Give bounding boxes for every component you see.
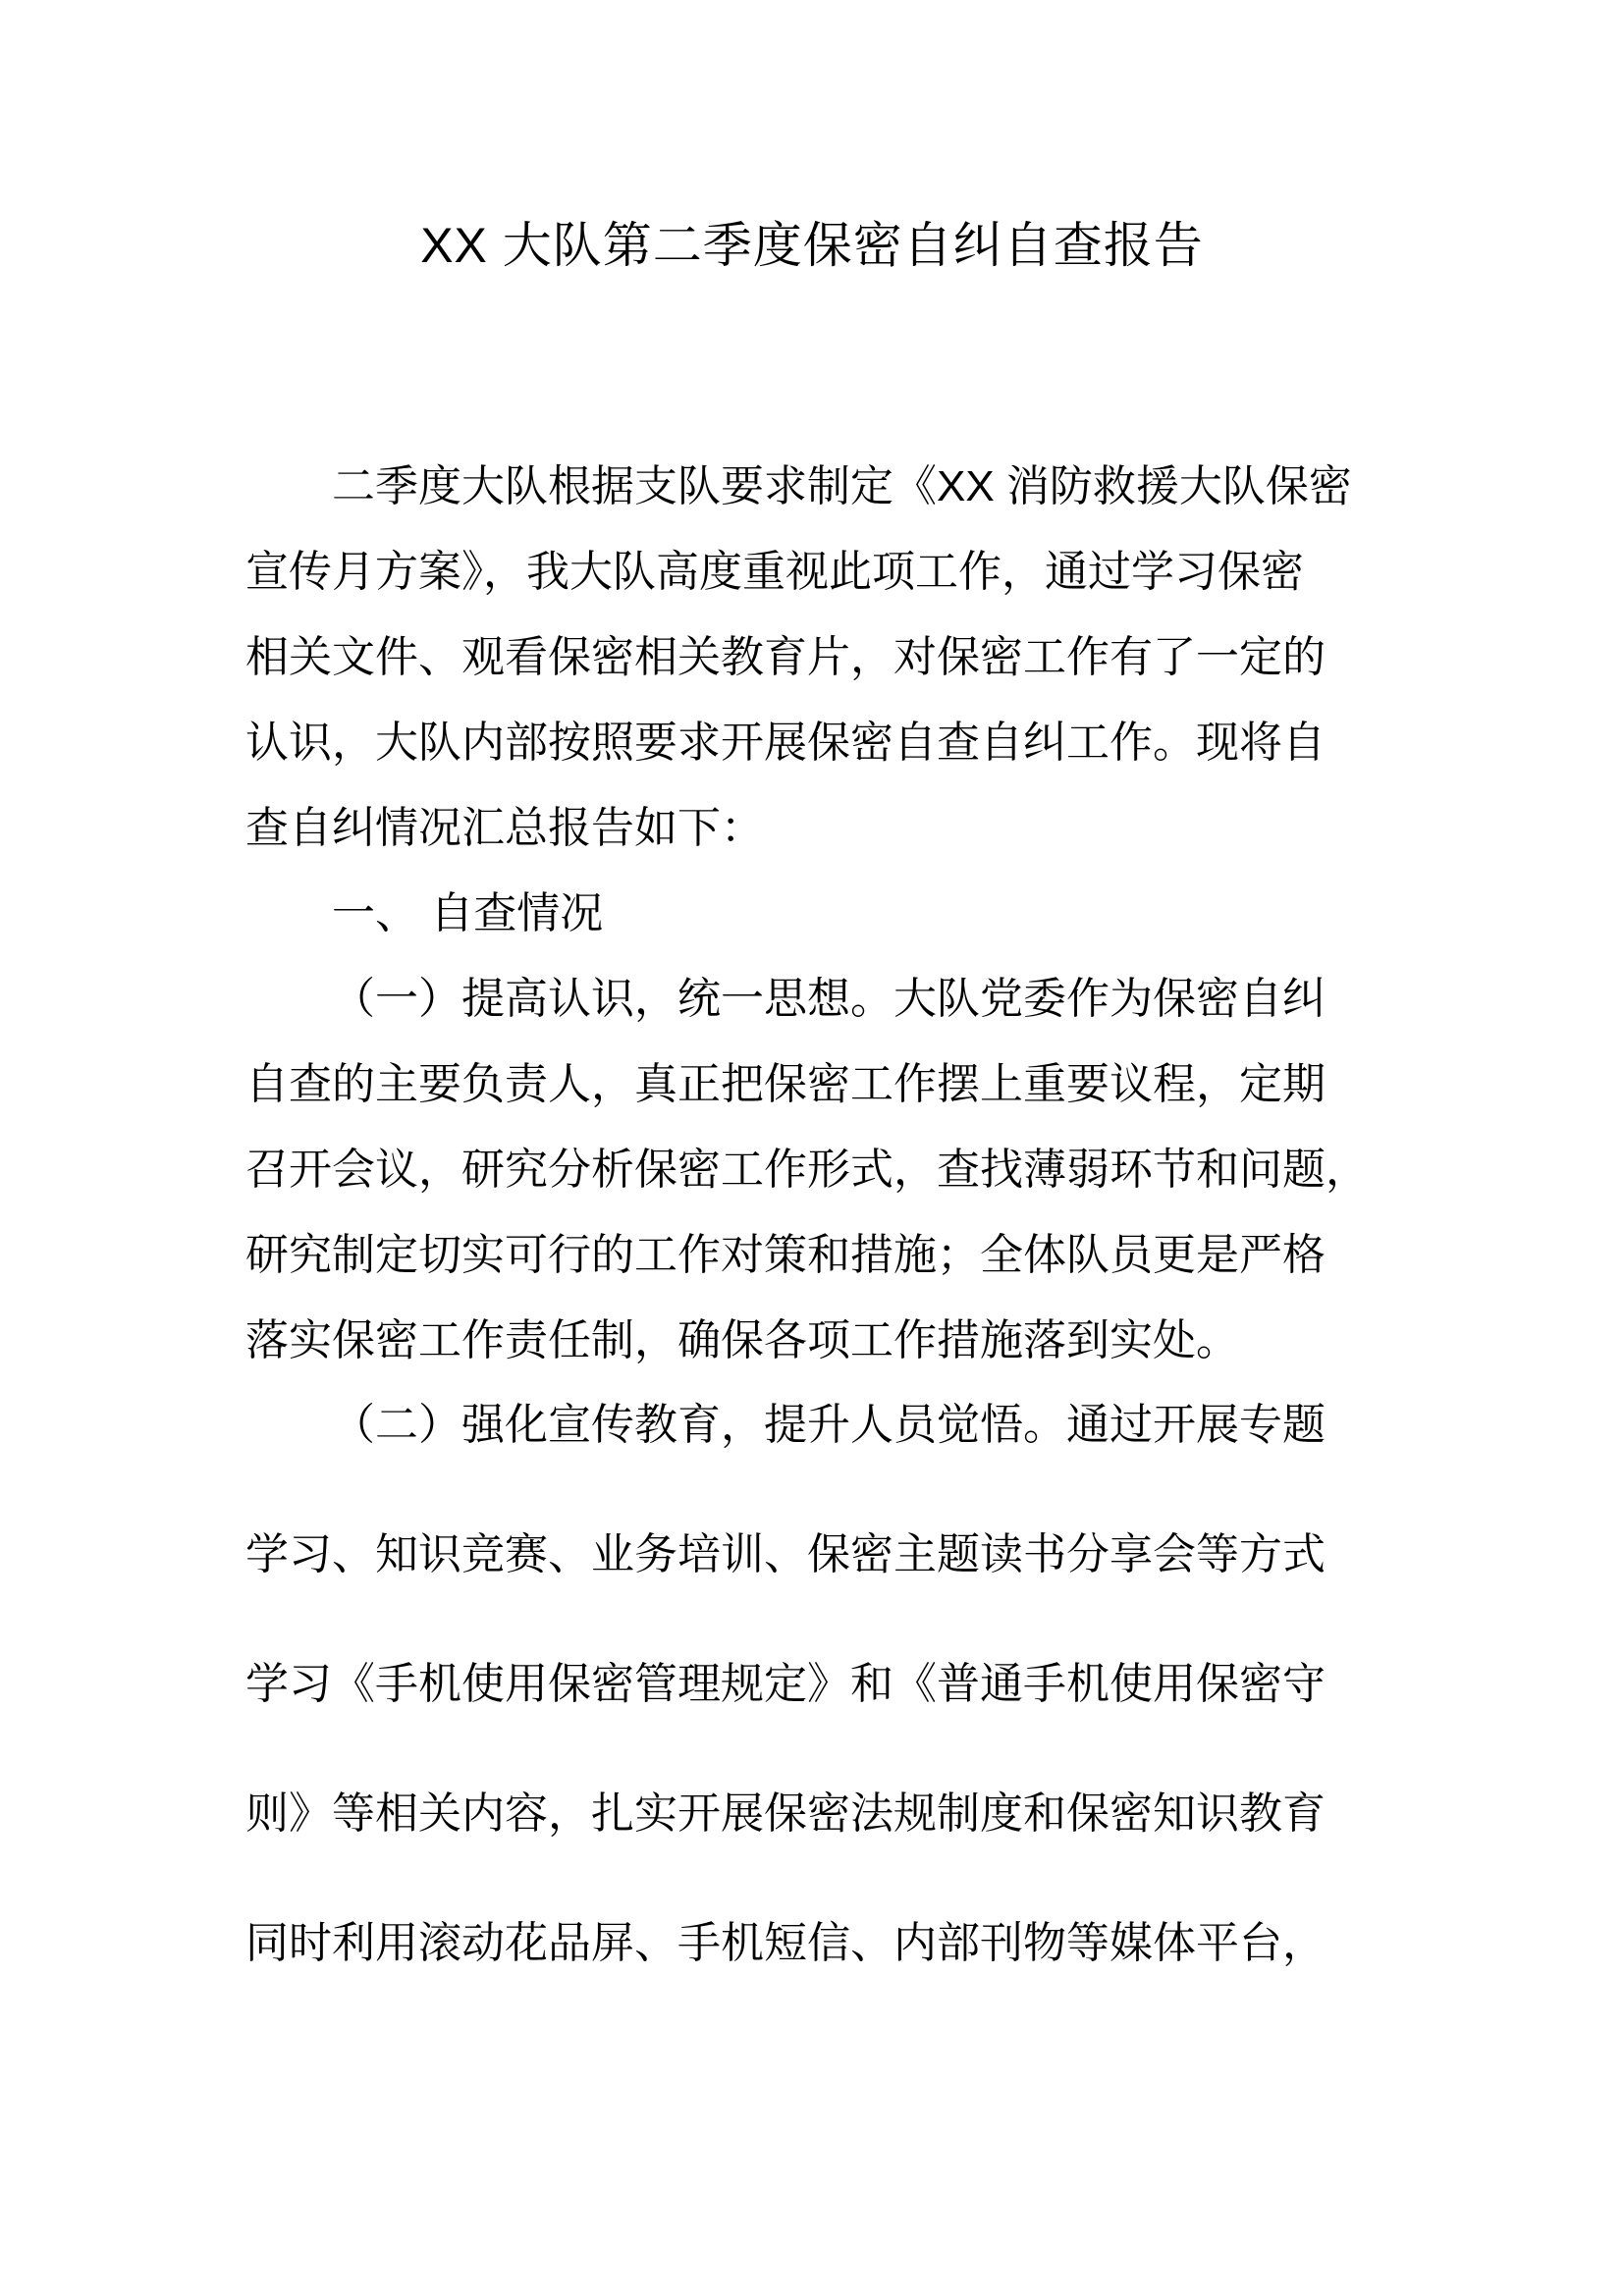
section-heading-self-inspection: 一、 自查情况 xyxy=(332,889,604,937)
text-line: （一）提高认识，统一思想。大队党委作为保密自纠 xyxy=(332,975,1326,1023)
paragraph-intro xyxy=(245,444,1379,871)
text-line: 学习《手机使用保密管理规定》和《普通手机使用保密守 xyxy=(245,1660,1326,1708)
text-line: 二季度大队根据支队要求制定《XX 消防救援大队保密 xyxy=(332,462,1352,510)
text-line: 认识，大队内部按照要求开展保密自查自纠工作。现将自 xyxy=(245,719,1326,767)
text-line: 召开会议，研究分析保密工作形式，查找薄弱环节和问题， xyxy=(245,1146,1369,1194)
paragraph-item-2 xyxy=(245,1361,1379,2008)
paragraph-item-1 xyxy=(245,956,1379,1383)
text-line: 自查的主要负责人，真正把保密工作摆上重要议程，定期 xyxy=(245,1060,1326,1108)
text-line: 宣传月方案》，我大队高度重视此项工作，通过学习保密 xyxy=(245,548,1304,596)
document-content xyxy=(245,0,1379,2008)
text-line: （二）强化宣传教育，提升人员觉悟。通过开展专题 xyxy=(332,1401,1326,1449)
text-line: 落实保密工作责任制，确保各项工作措施落到实处。 xyxy=(245,1316,1239,1364)
text-line: 查自纠情况汇总报告如下： xyxy=(245,804,764,852)
text-line: 研究制定切实可行的工作对策和措施；全体队员更是严格 xyxy=(245,1231,1326,1279)
body-block-normal-spacing xyxy=(245,444,1379,1383)
text-line: 相关文件、观看保密相关教育片，对保密工作有了一定的 xyxy=(245,633,1326,681)
text-line: 则》等相关内容，扎实开展保密法规制度和保密知识教育 xyxy=(245,1789,1326,1838)
text-line: 同时利用滚动花品屏、手机短信、内部刊物等媒体平台， xyxy=(245,1919,1326,1967)
body-block-wide-spacing xyxy=(245,1361,1379,2008)
text-line: 学习、知识竞赛、业务培训、保密主题读书分享会等方式 xyxy=(245,1530,1326,1578)
document-title: XX 大队第二季度保密自纠自查报告 xyxy=(420,218,1204,273)
